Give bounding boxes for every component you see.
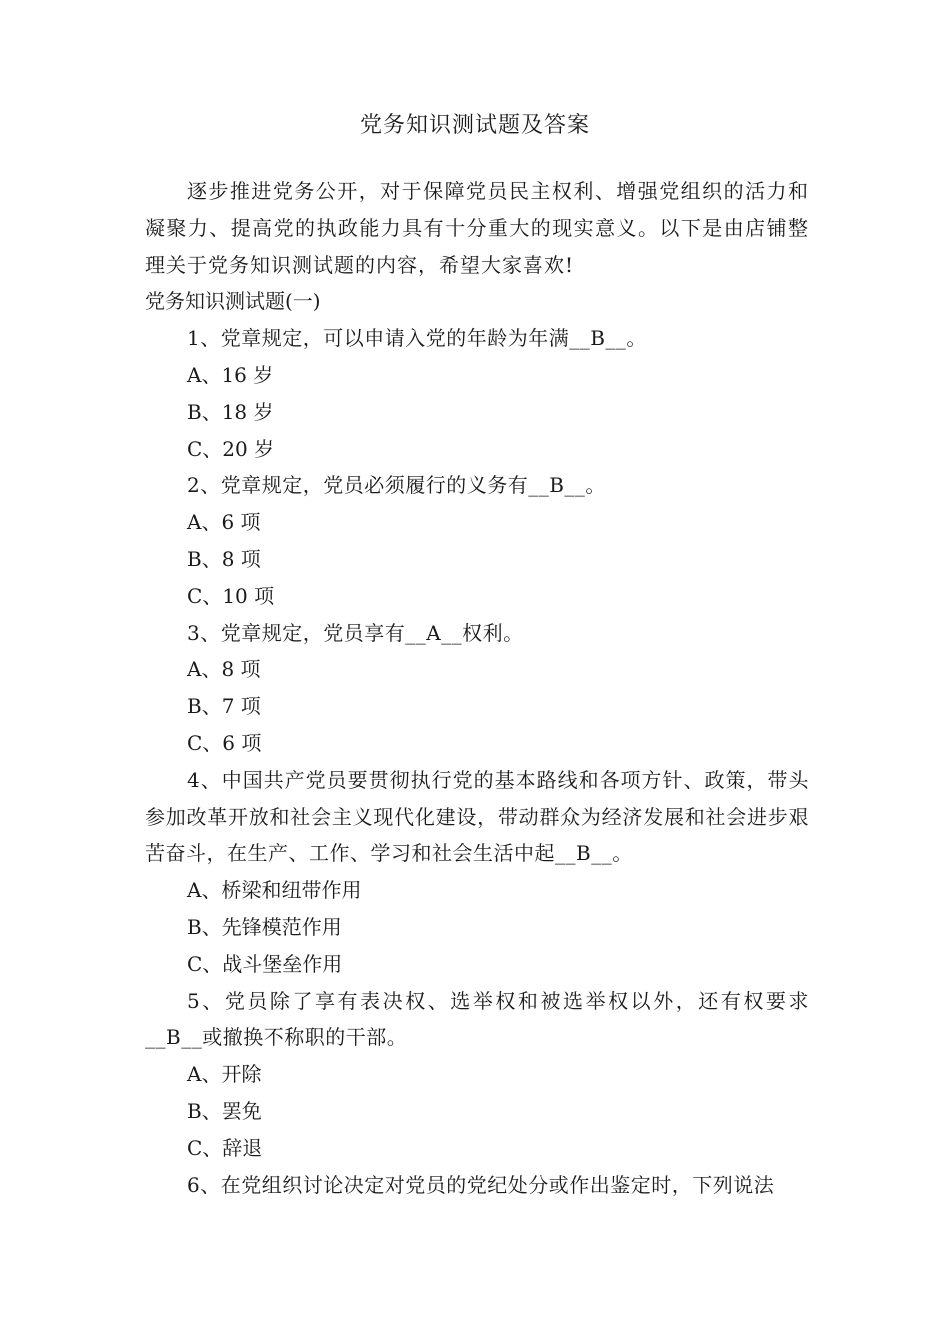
option-a: A、开除 [187,1062,262,1087]
question-4 [145,762,809,983]
document-title: 党务知识测试题及答案 [359,113,590,138]
option-c: C、辞退 [187,1135,263,1160]
question-5 [145,983,809,1167]
question-text: 5、党员除了享有表决权、选举权和被选举权以外，还有权要求__B__或撤换不称职的干部。 [145,988,809,1050]
option-a: A、16 岁 [187,362,274,387]
question-text: 4、中国共产党员要贯彻执行党的基本路线和各项方针、政策，带头参加改革开放和社会主义现代化建设，带动群众为经济发展和社会进步艰苦奋斗，在生产、工作、学习和社会生活中起__B__。 [145,767,809,866]
option-c: C、20 岁 [187,436,275,461]
option-c: C、10 项 [187,583,275,608]
option-a: A、8 项 [187,657,261,682]
option-c: C、6 项 [187,730,262,755]
option-b: B、18 岁 [187,399,274,424]
question-1 [145,320,809,467]
option-b: B、8 项 [187,546,261,571]
question-2 [145,467,809,614]
question-text: 2、党章规定，党员必须履行的义务有__B__。 [187,473,606,498]
question-6 [145,1167,809,1204]
section-heading: 党务知识测试题(一) [145,289,321,314]
question-3 [145,615,809,762]
question-text: 6、在党组织讨论决定对党员的党纪处分或作出鉴定时，下列说法 [187,1172,775,1197]
option-b: B、先锋模范作用 [187,914,342,939]
intro-paragraph: 逐步推进党务公开，对于保障党员民主权利、增强党组织的活力和凝聚力、提高党的执政能力具有十分重大的现实意义。以下是由店铺整理关于党务知识测试题的内容，希望大家喜欢! [145,179,809,277]
option-a: A、桥梁和纽带作用 [187,878,362,903]
question-text: 1、党章规定，可以申请入党的年龄为年满__B__。 [187,326,647,351]
option-b: B、罢免 [187,1098,262,1123]
option-b: B、7 项 [187,694,261,719]
document-body [145,173,809,1203]
option-a: A、6 项 [187,510,261,535]
question-text: 3、党章规定，党员享有__A__权利。 [187,620,524,645]
option-c: C、战斗堡垒作用 [187,951,343,976]
